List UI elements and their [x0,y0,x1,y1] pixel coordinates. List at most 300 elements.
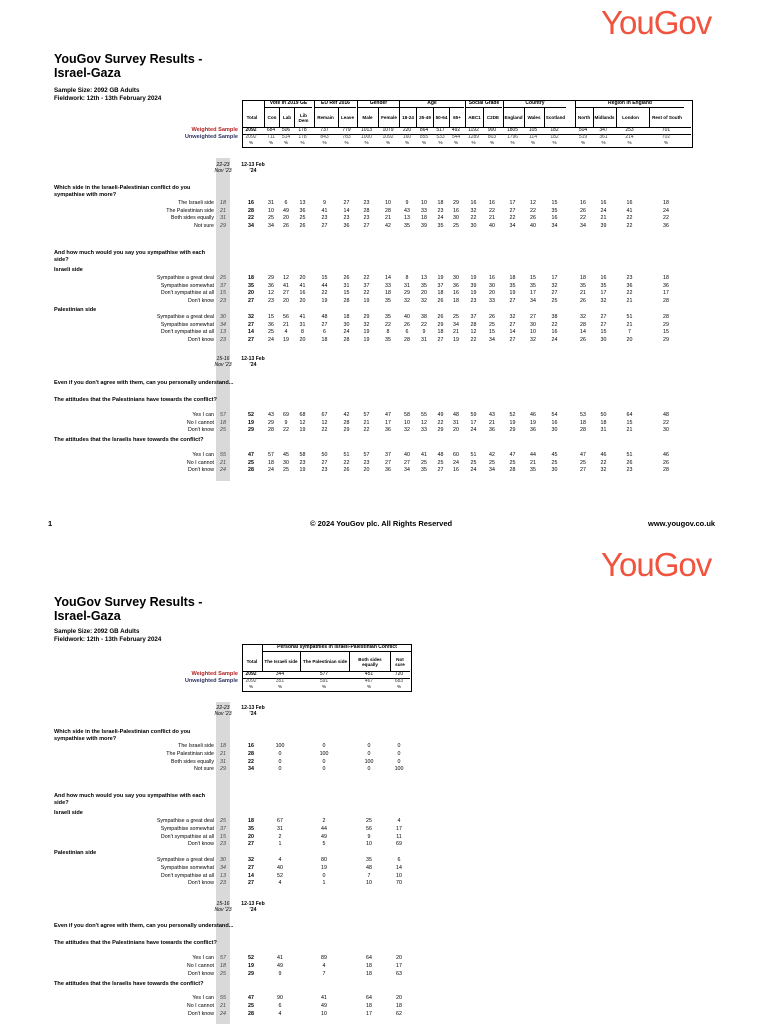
total-value: 20 [248,833,254,840]
crosstab-cell: 25 [551,459,558,466]
percent-sign: % [322,140,327,145]
crosstab-cell: 13 [299,200,306,206]
crosstab-cell: 25 [489,321,495,328]
total-value: 16 [248,200,254,206]
crosstab-cell: 24 [437,215,444,222]
crosstab-cell: 20 [421,290,427,297]
crosstab-cell: 26 [437,298,444,305]
crosstab-cell: 34 [268,223,274,230]
crosstab-cell: 34 [453,321,459,328]
total-value: 52 [248,412,254,418]
row-label: Not sure [193,223,214,230]
crosstab-cell: 0 [322,766,326,773]
crosstab-cell: 35 [385,298,391,305]
crosstab-cell: 30 [453,275,459,281]
crosstab-cell: 30 [489,282,495,289]
previous-value: 34 [220,864,226,871]
weighted-label: Weighted Sample [191,671,238,677]
weighted-count: 178 [298,127,307,133]
question-text: Which side in the Israeli-Palestinian conflict do you sympathise with more? [54,185,191,198]
crosstab-cell: 35 [421,467,427,474]
row-label: Sympathise somewhat [160,321,214,328]
crosstab-cell: 21 [489,419,495,426]
total-value: 14 [248,872,254,879]
weighted-count: 684 [266,127,276,133]
previous-value: 13 [220,329,226,336]
crosstab-cell: 19 [299,467,306,474]
crosstab-cell: 0 [322,743,326,749]
crosstab-cell: 29 [268,275,274,281]
crosstab-cell: 56 [366,825,372,832]
total-value: 32 [248,314,254,320]
percent-sign: % [248,140,254,145]
crosstab-cell: 29 [437,427,444,434]
total-value: 14 [248,329,254,336]
crosstab-cell: 44 [321,825,327,832]
unweighted-count: 803 [487,134,497,140]
total-value: 27 [248,880,254,887]
group-header: Social Grade [465,100,502,108]
crosstab-cell: 41 [421,452,427,458]
crosstab-cell: 23 [343,215,350,222]
crosstab-cell: 4 [278,1010,282,1017]
crosstab-cell: 7 [367,872,371,879]
crosstab-cell: 16 [470,200,477,206]
unweighted-count: 855 [419,134,429,140]
row-label: Both sides equally [171,758,214,765]
previous-value: 55 [220,452,226,458]
crosstab-cell: 0 [367,766,371,773]
unweighted-count: 160 [402,134,412,140]
crosstab-cell: 6 [278,1002,282,1009]
crosstab-cell: 15 [321,275,328,281]
crosstab-cell: 42 [489,452,495,458]
row-label: Sympathise a great deal [156,818,214,824]
crosstab-cell: 13 [421,275,427,281]
previous-value: 21 [220,1002,226,1009]
crosstab-cell: 19 [363,298,370,305]
weighted-count: 504 [578,127,588,133]
crosstab-cell: 35 [437,223,444,230]
crosstab-cell: 46 [530,412,536,418]
crosstab-cell: 53 [580,412,586,418]
weighted-count: 720 [394,671,404,677]
weighted-count: 779 [342,127,351,133]
previous-value: 18 [220,419,226,426]
previous-wave-date: 15-16 Nov '23 [214,901,232,913]
crosstab-cell: 31 [453,419,459,426]
crosstab-cell: 47 [509,452,516,458]
question-text: Even if you don't agree with them, can you personally understand... [54,380,234,386]
current-wave-date: 12-13 Feb '24 [241,356,265,368]
crosstab-cell: 34 [489,337,495,344]
percent-sign: % [268,140,274,145]
total-value: 27 [248,298,254,305]
crosstab-cell: 25 [366,818,372,824]
crosstab-cell: 28 [663,467,669,474]
crosstab-cell: 37 [385,452,391,458]
crosstab-cell: 2 [322,818,326,824]
crosstab-cell: 39 [470,282,477,289]
crosstab-cell: 32 [470,207,477,214]
crosstab-cell: 35 [551,207,558,214]
crosstab-cell: 17 [396,962,402,969]
crosstab-cell: 8 [405,275,409,281]
crosstab-cell: 20 [283,298,289,305]
row-label: No I cannot [186,962,214,969]
unweighted-label: Unweighted Sample [184,134,238,140]
question-text: Which side in the Israeli-Palestinian conflict do you sympathise with more? [54,729,191,742]
total-value: 47 [248,995,254,1001]
crosstab-cell: 20 [626,337,633,344]
crosstab-cell: 0 [322,758,326,765]
crosstab-cell: 10 [268,207,274,214]
crosstab-cell: 68 [299,412,306,418]
percent-sign: % [396,684,402,689]
crosstab-cell: 67 [277,818,283,824]
crosstab-cell: 18 [437,200,444,206]
crosstab-cell: 12 [321,419,328,426]
subquestion-text: Palestinian side [54,307,97,313]
crosstab-cell: 13 [404,215,410,222]
crosstab-cell: 28 [470,321,477,328]
row-label: Yes I can [192,452,214,458]
crosstab-cell: 0 [367,750,371,757]
crosstab-cell: 50 [600,412,607,418]
crosstab-cell: 27 [600,314,607,320]
crosstab-cell: 27 [343,200,350,206]
previous-value: 21 [220,750,226,757]
weighted-count: 347 [599,127,608,133]
previous-value: 23 [220,841,226,848]
crosstab-cell: 16 [600,275,607,281]
crosstab-cell: 29 [268,419,274,426]
crosstab-cell: 21 [453,329,459,336]
crosstab-cell: 41 [321,207,328,214]
total-value: 25 [248,1002,254,1009]
unweighted-count: 214 [625,134,634,140]
crosstab-cell: 16 [299,290,306,297]
crosstab-cell: 24 [470,427,477,434]
crosstab-cell: 18 [580,419,586,426]
crosstab-cell: 36 [626,282,633,289]
row-label: Don't sympathise at all [160,872,214,879]
crosstab-cell: 26 [343,467,350,474]
crosstab-cell: 36 [663,223,669,230]
crosstab-cell: 24 [663,207,669,214]
unweighted-count: 1796 [506,134,519,140]
crosstab-cell: 27 [509,207,516,214]
crosstab-cell: 25 [421,459,427,466]
crosstab-cell: 15 [626,419,633,426]
row-label: Don't know [187,467,214,474]
row-label: The Israeli side [178,743,214,749]
crosstab-cell: 49 [283,207,289,214]
previous-value: 29 [220,223,226,230]
previous-value: 25 [220,427,226,434]
current-wave-date: 12-13 Feb '24 [241,705,265,717]
unweighted-count: 467 [364,678,374,684]
percent-sign: % [344,140,349,145]
crosstab-cell: 40 [404,452,410,458]
crosstab-cell: 21 [530,459,536,466]
crosstab-cell: 19 [299,427,306,434]
crosstab-cell: 35 [530,467,536,474]
group-header: Region in England [575,100,684,108]
crosstab-cell: 25 [580,459,586,466]
crosstab-cell: 49 [321,833,327,840]
crosstab-cell: 0 [278,766,282,773]
crosstab-cell: 31 [343,282,350,289]
unweighted-count: 1000 [360,134,373,140]
total-value: 47 [248,452,254,458]
crosstab-cell: 19 [470,290,477,297]
crosstab-cell: 28 [663,314,669,320]
previous-value: 18 [220,743,226,749]
crosstab-cell: 12 [470,329,477,336]
crosstab-cell: 14 [509,329,516,336]
crosstab-cell: 43 [489,412,495,418]
previous-value: 30 [220,314,226,320]
crosstab-cell: 28 [580,427,586,434]
crosstab-cell: 20 [299,337,306,344]
column-header: The Israeli side [262,652,299,671]
crosstab-cell: 19 [363,329,370,336]
crosstab-cell: 15 [268,314,274,320]
crosstab-cell: 41 [626,207,633,214]
percent-sign: % [601,140,606,145]
crosstab-cell: 15 [663,329,669,336]
percent-sign: % [404,140,410,145]
weighted-count: 253 [625,127,634,133]
column-header: 50-64 [433,108,449,127]
row-label: Sympathise somewhat [160,825,214,832]
total-value: 34 [248,223,254,230]
crosstab-cell: 23 [363,215,370,222]
group-header: Age [399,100,464,108]
crosstab-cell: 22 [663,215,669,222]
crosstab-cell: 19 [470,275,477,281]
crosstab-cell: 10 [366,880,372,887]
sample-info [54,87,161,103]
crosstab-cell: 9 [284,419,288,426]
row-label: Don't sympathise at all [160,833,214,840]
crosstab-cell: 100 [275,743,285,749]
crosstab-cell: 21 [363,419,370,426]
crosstab-cell: 39 [600,223,607,230]
crosstab-cell: 32 [509,314,516,320]
crosstab-cell: 16 [600,200,607,206]
total-value: 34 [248,766,254,773]
crosstab-cell: 31 [600,427,607,434]
weighted-label: Weighted Sample [191,127,238,133]
crosstab-cell: 26 [404,321,410,328]
crosstab-cell: 22 [421,321,427,328]
crosstab-cell: 10 [396,872,402,879]
crosstab-cell: 7 [322,970,326,977]
crosstab-cell: 10 [366,841,372,848]
total-value: 52 [248,955,254,961]
crosstab-cell: 44 [530,452,536,458]
crosstab-cell: 32 [580,314,586,320]
total-value: 27 [248,864,254,871]
crosstab-cell: 35 [530,282,536,289]
crosstab-cell: 33 [385,282,391,289]
crosstab-cell: 21 [385,215,391,222]
crosstab-cell: 23 [470,298,477,305]
crosstab-cell: 0 [278,758,282,765]
crosstab-cell: 100 [364,758,374,765]
crosstab-cell: 16 [551,215,558,222]
previous-value: 18 [220,200,226,206]
crosstab-cell: 12 [421,419,427,426]
crosstab-cell: 27 [321,321,328,328]
weighted-count: 737 [320,127,329,133]
crosstab-cell: 23 [321,467,328,474]
crosstab-cell: 35 [509,282,516,289]
crosstab-cell: 15 [551,200,558,206]
group-header: Vote in 2019 GE [264,100,312,108]
weighted-count: 2092 [245,671,257,677]
title-line-1: YouGov Survey Results - [54,595,203,609]
weighted-count: 105 [528,127,538,133]
crosstab-cell: 18 [366,962,372,969]
previous-value: 24 [220,1010,226,1017]
crosstab-cell: 21 [626,427,633,434]
crosstab-cell: 34 [509,223,516,230]
percent-sign: % [438,140,443,145]
crosstab-cell: 23 [321,215,328,222]
current-wave-date: 12-13 Feb '24 [241,901,265,913]
unweighted-count: 361 [599,134,608,140]
total-value: 28 [248,207,254,214]
crosstab-cell: 22 [321,427,328,434]
total-value: 27 [248,321,254,328]
unweighted-count: 514 [281,134,291,140]
crosstab-cell: 32 [551,282,558,289]
row-label: The Palestinian side [166,207,214,214]
subquestion-text: The attitudes that the Israelis have towards the conflict? [54,437,204,443]
crosstab-cell: 22 [663,419,669,426]
crosstab-cell: 19 [363,337,370,344]
row-label: Both sides equally [171,215,214,222]
crosstab-cell: 7 [628,329,631,336]
question-text: Even if you don't agree with them, can you personally understand... [54,923,234,929]
sample-size: Sample Size: 2092 GB Adults [54,628,140,635]
group-header: Gender [357,100,399,108]
crosstab-cell: 18 [453,298,459,305]
crosstab-cell: 37 [470,314,477,320]
crosstab-cell: 16 [489,200,495,206]
weighted-count: 451 [364,671,374,677]
crosstab-cell: 22 [626,223,633,230]
crosstab-cell: 43 [268,412,274,418]
previous-value: 21 [220,207,226,214]
crosstab-cell: 58 [299,452,306,458]
crosstab-cell: 16 [580,200,586,206]
weighted-count: 864 [419,127,429,133]
row-label: Sympathise somewhat [160,864,214,871]
previous-value: 34 [220,321,226,328]
previous-value: 23 [220,880,226,887]
column-header: Female [378,108,399,127]
crosstab-cell: 24 [453,459,459,466]
crosstab-cell: 51 [343,452,350,458]
crosstab-cell: 54 [551,412,558,418]
crosstab-cell: 48 [321,314,328,320]
crosstab-cell: 19 [530,419,536,426]
previous-wave-date: 22-23 Nov '23 [214,162,232,174]
subquestion-text: Palestinian side [54,850,97,856]
crosstab-cell: 28 [363,207,370,214]
previous-value: 37 [220,825,226,832]
crosstab-cell: 15 [530,275,536,281]
crosstab-cell: 32 [600,298,607,305]
crosstab-cell: 9 [367,833,371,840]
crosstab-cell: 56 [283,314,289,320]
column-header: London [616,108,644,127]
weighted-count: 182 [550,127,559,133]
crosstab-cell: 35 [421,282,427,289]
row-label: Don't sympathise at all [160,329,214,336]
crosstab-cell: 10 [421,200,427,206]
crosstab-cell: 67 [321,412,328,418]
current-wave-date: 12-13 Feb '24 [241,162,265,174]
column-header: North [575,108,592,127]
weighted-count: 701 [661,127,671,133]
crosstab-cell: 40 [530,223,536,230]
crosstab-cell: 35 [385,337,391,344]
column-header: Rest of South [649,108,684,127]
crosstab-cell: 29 [453,200,459,206]
crosstab-cell: 25 [299,215,306,222]
crosstab-cell: 18 [437,329,444,336]
crosstab-cell: 15 [489,329,495,336]
crosstab-cell: 62 [396,1010,402,1017]
previous-value: 24 [220,467,226,474]
crosstab-cell: 40 [489,223,495,230]
crosstab-cell: 40 [277,864,283,871]
unweighted-count: 843 [320,134,329,140]
total-value: 22 [248,758,254,765]
crosstab-cell: 100 [319,750,329,757]
crosstab-cell: 14 [396,864,402,871]
row-label: The Palestinian side [166,750,214,757]
crosstab-cell: 21 [626,321,633,328]
total-value: 16 [248,743,254,749]
crosstab-cell: 19 [321,298,328,305]
percent-sign: % [364,140,369,145]
total-value: 35 [248,825,254,832]
subquestion-text: Israeli side [54,810,83,816]
crosstab-cell: 17 [509,200,516,206]
crosstab-cell: 27 [551,290,558,297]
column-header: Wales [524,108,543,127]
website-url: www.yougov.co.uk [648,519,716,528]
crosstab-cell: 0 [397,758,401,765]
crosstab-cell: 4 [278,857,282,863]
crosstab-cell: 14 [385,275,391,281]
crosstab-cell: 25 [453,314,459,320]
crosstab-cell: 25 [509,459,516,466]
column-header: Male [357,108,377,127]
total-value: 28 [248,1010,254,1017]
crosstab-cell: 25 [453,223,459,230]
crosstab-cell: 10 [321,1010,327,1017]
crosstab-cell: 28 [580,321,586,328]
crosstab-cell: 32 [404,298,410,305]
crosstab-cell: 64 [626,412,633,418]
